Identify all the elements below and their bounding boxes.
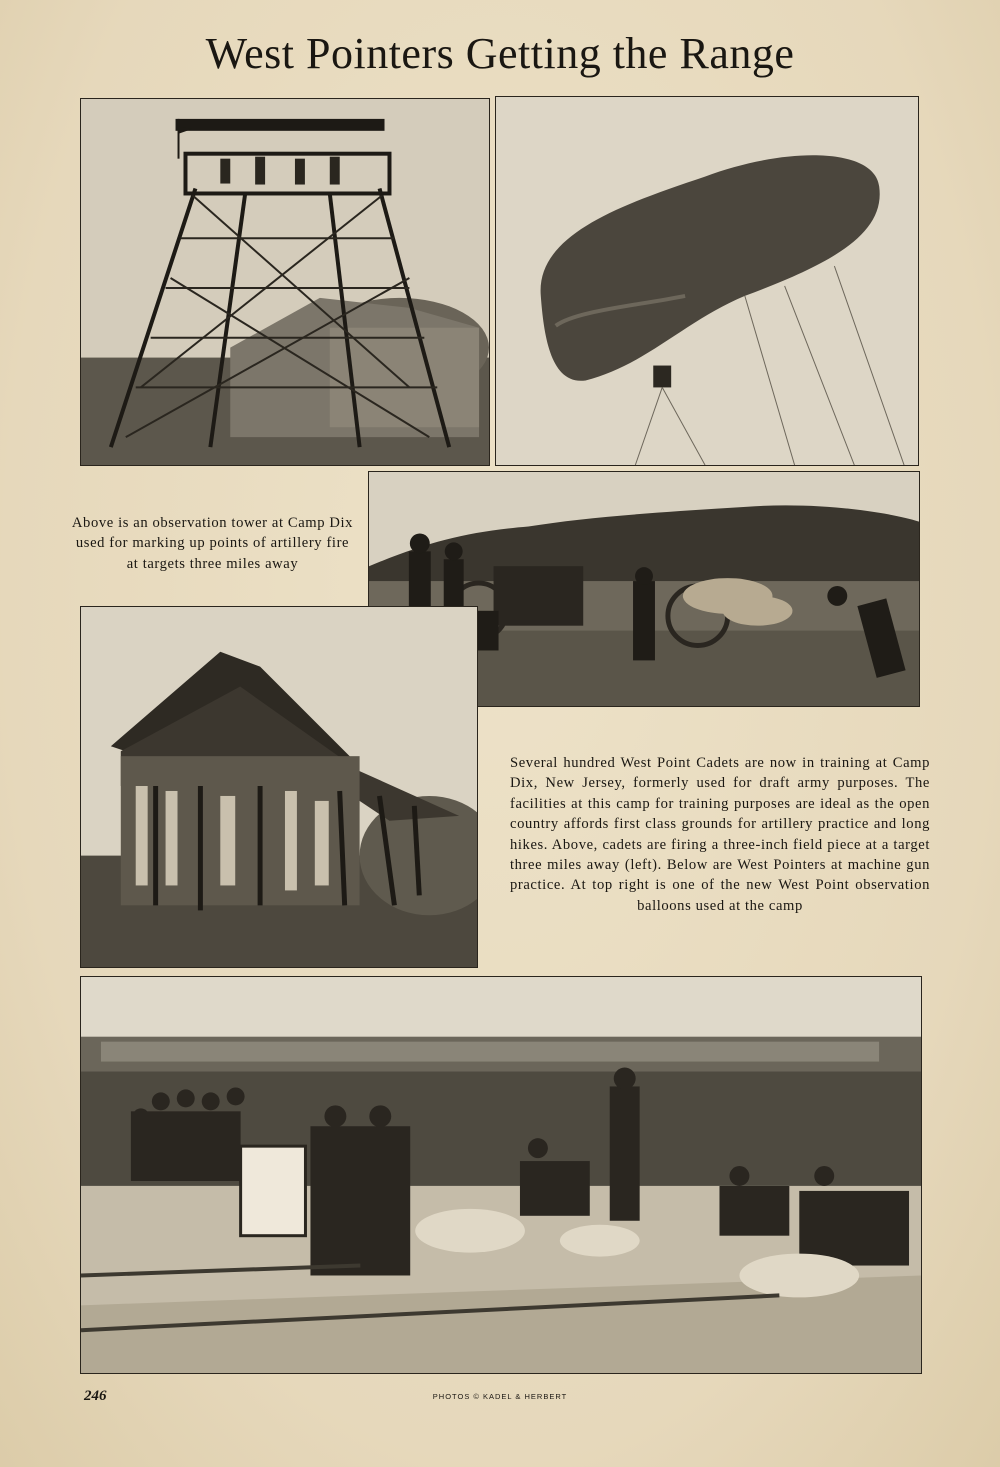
target-building-photo (80, 606, 478, 968)
observation-tower-photo (80, 98, 490, 466)
photo-credit: PHOTOS © KADEL & HERBERT (432, 1392, 568, 1401)
machine-gun-practice-photo (80, 976, 922, 1374)
observation-balloon-photo (495, 96, 919, 466)
page-title: West Pointers Getting the Range (205, 29, 795, 78)
tower-caption: Above is an observation tower at Camp Dix used for marking up points of artillery fire at targets three miles away (71, 515, 354, 572)
page-number: 246 (84, 1388, 107, 1404)
main-caption: Several hundred West Point Cadets are now in training at Camp Dix, New Jersey, formerly used for draft army purposes. The facilities at this camp for training purposes are ideal as the open country affords first class grounds for artillery practice and long hikes. Above, cadets are firing a three-inch field piece at a target three miles away (left). Below are West Pointers at machine gun practice. At top right is one of the new West Point observation balloons used at the camp (510, 755, 930, 914)
